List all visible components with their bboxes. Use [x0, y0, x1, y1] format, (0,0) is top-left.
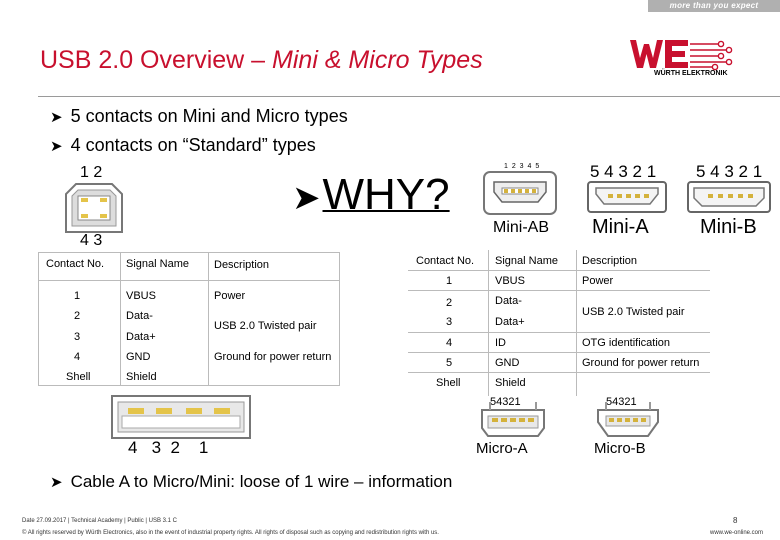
arrow-bullet-icon: ➤ [50, 109, 63, 126]
right-th-desc: Description [582, 255, 638, 267]
right-row-4-signal: ID [495, 337, 506, 349]
right-row-6-no: Shell [436, 377, 461, 389]
why-heading [292, 170, 450, 220]
right-pinout-table [408, 250, 710, 396]
mini-a-connector-icon [586, 180, 668, 219]
left-row-1-no: 1 [74, 290, 81, 302]
right-row-divider-2 [408, 290, 710, 291]
cable-bullet [50, 472, 452, 492]
left-row-1-signal: VBUS [126, 290, 156, 302]
standard-a-pin-numbers: 4 3 2 1 [128, 438, 209, 457]
right-row-1-no: 1 [446, 275, 453, 287]
mini-b-connector-icon [686, 180, 772, 219]
left-col-divider-2 [208, 252, 209, 386]
arrow-bullet-icon: ➤ [50, 138, 63, 155]
right-row-5-desc: Ground for power return [582, 357, 700, 369]
left-header-divider [38, 280, 340, 281]
standard-b-bottom-numbers: 4 3 [80, 232, 103, 249]
left-th-desc: Description [214, 259, 270, 271]
arrow-bullet-icon: ➤ [292, 179, 321, 217]
right-row-5-no: 5 [446, 357, 453, 369]
tagline-banner: more than you expect [648, 0, 780, 12]
right-col-divider-2 [576, 250, 577, 396]
micro-b-label: Micro-B [594, 440, 646, 457]
left-th-signal: Signal Name [126, 258, 189, 270]
left-row-5-signal: Shield [126, 371, 157, 383]
standard-b-top-numbers: 1 2 [80, 164, 103, 181]
bullet-1-text: 5 contacts on Mini and Micro types [70, 106, 348, 126]
right-row-2-signal: Data- [495, 295, 522, 307]
left-merged-desc: USB 2.0 Twisted pair [214, 320, 317, 332]
left-row-3-signal: Data+ [126, 331, 156, 343]
mini-a-pin-numbers: 5 4 3 2 1 [590, 162, 657, 181]
mini-ab-connector-icon [482, 170, 558, 221]
left-row-4-desc: Ground for power return [214, 351, 332, 363]
right-row-divider-1 [408, 270, 710, 271]
left-row-4-no: 4 [74, 351, 81, 363]
logo-text: WÜRTH ELEKTRONIK [654, 70, 728, 77]
title-italic: Mini & Micro Types [272, 46, 483, 74]
left-pinout-table [38, 252, 340, 386]
micro-b-pin-numbers: 54321 [606, 396, 637, 408]
wurth-logo [626, 36, 738, 80]
bullet-1 [50, 106, 348, 127]
left-row-2-signal: Data- [126, 310, 153, 322]
bullet-2-text: 4 contacts on “Standard” types [70, 135, 316, 155]
left-table-frame [38, 252, 340, 386]
left-col-divider-1 [120, 252, 121, 386]
right-row-1-desc: Power [582, 275, 614, 287]
left-th-contact: Contact No. [46, 258, 105, 270]
footer-website: www.we-online.com [710, 530, 764, 536]
mini-ab-label: Mini-AB [493, 219, 550, 236]
right-row-3-no: 3 [446, 316, 453, 328]
right-merged-desc: USB 2.0 Twisted pair [582, 306, 685, 318]
left-row-3-no: 3 [74, 331, 81, 343]
page-number: 8 [733, 516, 738, 525]
right-row-divider-5 [408, 372, 710, 373]
slide-title [40, 46, 483, 75]
right-row-4-no: 4 [446, 337, 453, 349]
mini-ab-pin-numbers: 1 2 3 4 5 [504, 163, 541, 170]
footer-meta: Date 27.09.2017 | Technical Academy | Public | USB 3.1 C [22, 518, 177, 524]
right-row-5-signal: GND [495, 357, 520, 369]
micro-a-connector-icon [476, 398, 550, 445]
footer-rights: © All rights reserved by Würth Electronics, also in the event of industrial property rights. All rights of disposal such as copying and redistribution rights with us. [22, 530, 439, 536]
why-text: WHY? [322, 170, 450, 219]
micro-b-connector-icon [592, 398, 664, 445]
right-th-signal: Signal Name [495, 255, 558, 267]
bullet-2 [50, 135, 316, 156]
micro-a-pin-numbers: 54321 [490, 396, 521, 408]
right-row-divider-4 [408, 352, 710, 353]
cable-bullet-text: Cable A to Micro/Mini: loose of 1 wire – information [70, 472, 453, 491]
left-row-1-desc: Power [214, 290, 246, 302]
title-divider [38, 96, 780, 97]
arrow-bullet-icon: ➤ [50, 474, 63, 491]
right-col-divider-1 [488, 250, 489, 396]
right-row-divider-3 [408, 332, 710, 333]
micro-a-label: Micro-A [476, 440, 528, 457]
left-row-5-no: Shell [66, 371, 91, 383]
left-row-2-no: 2 [74, 310, 81, 322]
right-row-3-signal: Data+ [495, 316, 525, 328]
mini-a-label: Mini-A [592, 216, 649, 238]
right-row-2-no: 2 [446, 297, 453, 309]
left-row-4-signal: GND [126, 351, 151, 363]
title-main: USB 2.0 Overview – [40, 46, 273, 74]
right-th-contact: Contact No. [416, 255, 475, 267]
right-row-6-signal: Shield [495, 377, 526, 389]
right-row-4-desc: OTG identification [582, 337, 671, 349]
mini-b-pin-numbers: 5 4 3 2 1 [696, 162, 763, 181]
mini-b-label: Mini-B [700, 216, 757, 238]
right-row-1-signal: VBUS [495, 275, 525, 287]
